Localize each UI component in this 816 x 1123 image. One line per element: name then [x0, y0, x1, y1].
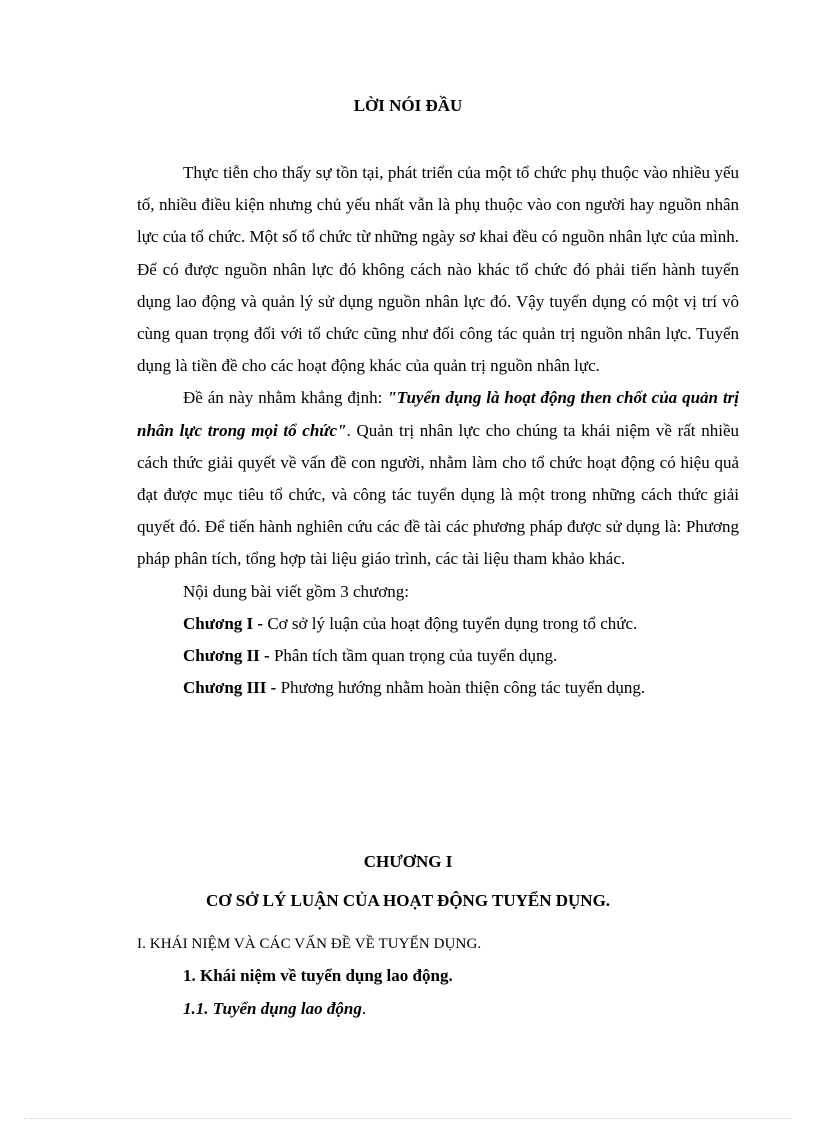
chapter-list-item-3	[137, 672, 739, 704]
chapter-text: Phương hướng nhằm hoàn thiện công tác tuyển dụng.	[280, 678, 646, 698]
preface-paragraph-2	[137, 382, 739, 575]
chapter-list-item-2	[137, 640, 739, 672]
chapter-list-item-1	[137, 608, 739, 640]
paragraph-2-rest: . Quản trị nhân lực cho chúng ta khái niệm về rất nhiều cách thức giải quyết về vấn đề con người, nhằm làm cho tổ chức hoạt động có hiệu quả đạt được mục tiêu tổ chức, và công tác tuyển dụng là một trong những cách thức giải quyết đó. Để tiến hành nghiên cứu các đề tài các phương pháp được sử dụng là: Phương pháp phân tích, tổng hợp tài liệu giáo trình, các tài liệu tham khảo khác.	[137, 420, 740, 569]
subsubsection-heading	[183, 999, 366, 1019]
chapter-text: Cơ sở lý luận của hoạt động tuyển dụng trong tổ chức.	[267, 613, 638, 633]
page-bottom-rule	[24, 1118, 792, 1119]
section-heading: I. KHÁI NIỆM VÀ CÁC VẤN ĐỀ VỀ TUYỂN DỤNG.	[137, 936, 482, 952]
preface-title: LỜI NÓI ĐẦU	[353, 96, 463, 115]
chapter-label: Chương I -	[183, 613, 268, 633]
chapter-number: CHƯƠNG I	[363, 852, 453, 871]
paragraph-2-lead: Đề án này nhằm khẳng định:	[183, 388, 388, 408]
paragraph-2-quote: "Tuyển dụng là hoạt động then chốt của quản trị nhân lực trong mọi tổ chức"	[137, 388, 740, 440]
subsection-heading: 1. Khái niệm về tuyển dụng lao động.	[183, 966, 453, 985]
subsubsection-period: .	[361, 999, 367, 1018]
contents-intro: Nội dung bài viết gồm 3 chương:	[183, 581, 409, 601]
preface-body	[137, 157, 739, 704]
chapter-label: Chương III -	[183, 678, 281, 698]
chapter-label: Chương II -	[183, 646, 274, 666]
subsubsection-title: 1.1. Tuyển dụng lao động	[183, 999, 362, 1018]
chapter-title: CƠ SỞ LÝ LUẬN CỦA HOẠT ĐỘNG TUYỂN DỤNG.	[205, 891, 611, 910]
preface-paragraph-1: Thực tiễn cho thấy sự tồn tại, phát triển của một tổ chức phụ thuộc vào nhiều yếu tố, nhiều điều kiện nhưng chủ yếu nhất vẫn là phụ thuộc vào con người hay nguồn nhân lực của tổ chức. Một số tổ chức từ những ngày sơ khai đều có nguồn nhân lực của mình. Để có được nguồn nhân lực đó không cách nào khác tổ chức đó phải tiến hành tuyển dụng lao động và quản lý sử dụng nguồn nhân lực đó. Vậy tuyển dụng có một vị trí vô cùng quan trọng đối với tổ chức cũng như đối công tác quản trị nguồn nhân lực. Tuyển dụng là tiền đề cho các hoạt động khác của quản trị nguồn nhân lực.	[137, 163, 739, 376]
chapter-text: Phân tích tầm quan trọng của tuyển dụng.	[273, 646, 558, 666]
